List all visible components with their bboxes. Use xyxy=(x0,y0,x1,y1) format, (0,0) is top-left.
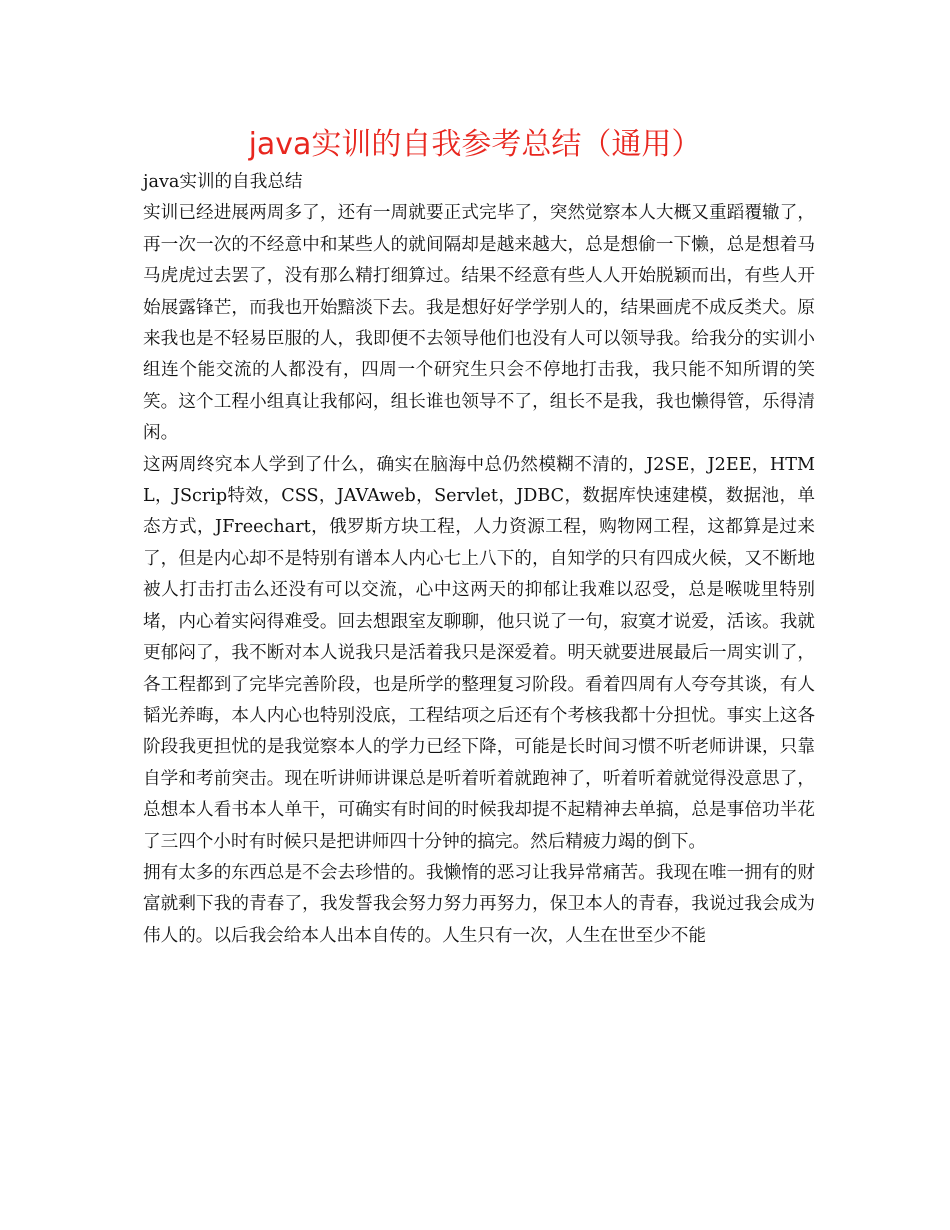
paragraph: 拥有太多的东西总是不会去珍惜的。我懒惰的恶习让我异常痛苦。我现在唯一拥有的财富就剩下我的青春了，我发誓我会努力努力再努力，保卫本人的青春，我说过我会成为伟人的。以后我会给本人出本自传的。人生只有一次，人生在世至少不能 xyxy=(143,862,815,946)
document-title: java实训的自我参考总结（通用） xyxy=(248,127,702,162)
paragraph: 这两周终究本人学到了什么，确实在脑海中总仍然模糊不清的，J2SE，J2EE，HTML，JScrip特效，CSS，JAVAweb，Servlet，JDBC，数据库快速建模，数据池，单态方式，JFreechart，俄罗斯方块工程，人力资源工程，购物网工程，这都算是过来了，但是内心却不是特别有谱本人内心七上八下的，自知学的只有四成火候，又不断地被人打击打击么还没有可以交流，心中这两天的抑郁让我难以忍受，总是喉咙里特别堵，内心着实闷得难受。回去想跟室友聊聊，他只说了一句，寂寞才说爱，活该。我就更郁闷了，我不断对本人说我只是活着我只是深爱着。明天就要进展最后一周实训了，各工程都到了完毕完善阶段，也是所学的整理复习阶段。看着四周有人夸夸其谈，有人韬光养晦，本人内心也特别没底，工程结项之后还有个考核我都十分担忧。事实上这各阶段我更担忧的是我觉察本人的学力已经下降，可能是长时间习惯不听老师讲课，只靠自学和考前突击。现在听讲师讲课总是听着听着就跑神了，听着听着就觉得没意思了，总想本人看书本人单干，可确实有时间的时候我却提不起精神去单搞，总是事倍功半花了三四个小时有时候只是把讲师四十分钟的搞完。然后精疲力竭的倒下。 xyxy=(143,454,815,852)
document-body xyxy=(143,167,815,952)
paragraph: 实训已经进展两周多了，还有一周就要正式完毕了，突然觉察本人大概又重蹈覆辙了，再一次一次的不经意中和某些人的就间隔却是越来越大，总是想偷一下懒，总是想着马马虎虎过去罢了，没有那么精打细算过。结果不经意有些人人开始脱颖而出，有些人开始展露锋芒，而我也开始黯淡下去。我是想好好学学别人的，结果画虎不成反类犬。原来我也是不轻易臣服的人，我即便不去领导他们也没有人可以领导我。给我分的实训小组连个能交流的人都没有，四周一个研究生只会不停地打击我，我只能不知所谓的笑笑。这个工程小组真让我郁闷，组长谁也领导不了，组长不是我，我也懒得管，乐得清闲。 xyxy=(143,203,815,444)
document-subtitle: java实训的自我总结 xyxy=(143,172,303,192)
